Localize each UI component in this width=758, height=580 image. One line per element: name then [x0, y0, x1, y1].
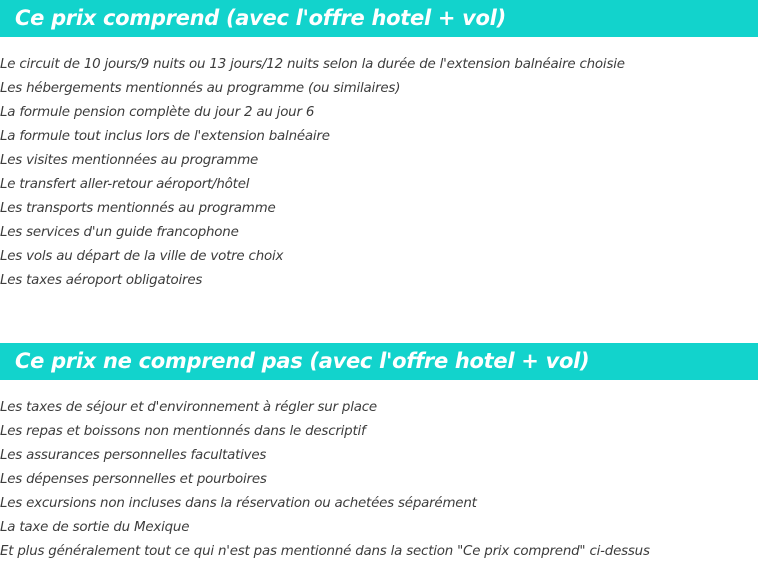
list-item: Les services d'un guide francophone [0, 225, 239, 240]
price-includes-list [0, 53, 758, 293]
price-excludes-header [0, 343, 758, 380]
price-excludes-section [0, 343, 758, 564]
price-includes-header [0, 0, 758, 37]
list-item: Le transfert aller-retour aéroport/hôtel [0, 177, 250, 192]
list-item: La taxe de sortie du Mexique [0, 520, 190, 535]
list-item: Les transports mentionnés au programme [0, 201, 276, 216]
list-item: Les vols au départ de la ville de votre choix [0, 249, 284, 264]
list-item: La formule tout inclus lors de l'extension balnéaire [0, 129, 330, 144]
list-item: Les dépenses personnelles et pourboires [0, 472, 267, 487]
price-excludes-list [0, 396, 758, 564]
list-item: Les taxes aéroport obligatoires [0, 273, 203, 288]
price-excludes-title: Ce prix ne comprend pas (avec l'offre hotel + vol) [15, 349, 590, 373]
list-item: Les assurances personnelles facultatives [0, 448, 267, 463]
list-item: Les excursions non incluses dans la réservation ou achetées séparément [0, 496, 477, 511]
price-includes-title: Ce prix comprend (avec l'offre hotel + vol) [15, 6, 506, 30]
list-item: Les taxes de séjour et d'environnement à régler sur place [0, 400, 377, 415]
list-item: La formule pension complète du jour 2 au jour 6 [0, 105, 315, 120]
list-item: Et plus généralement tout ce qui n'est pas mentionné dans la section "Ce prix comprend" ci-dessus [0, 544, 650, 559]
list-item: Les hébergements mentionnés au programme (ou similaires) [0, 81, 401, 96]
list-item: Le circuit de 10 jours/9 nuits ou 13 jours/12 nuits selon la durée de l'extension balnéaire choisie [0, 57, 625, 72]
list-item: Les visites mentionnées au programme [0, 153, 259, 168]
list-item: Les repas et boissons non mentionnés dans le descriptif [0, 424, 366, 439]
